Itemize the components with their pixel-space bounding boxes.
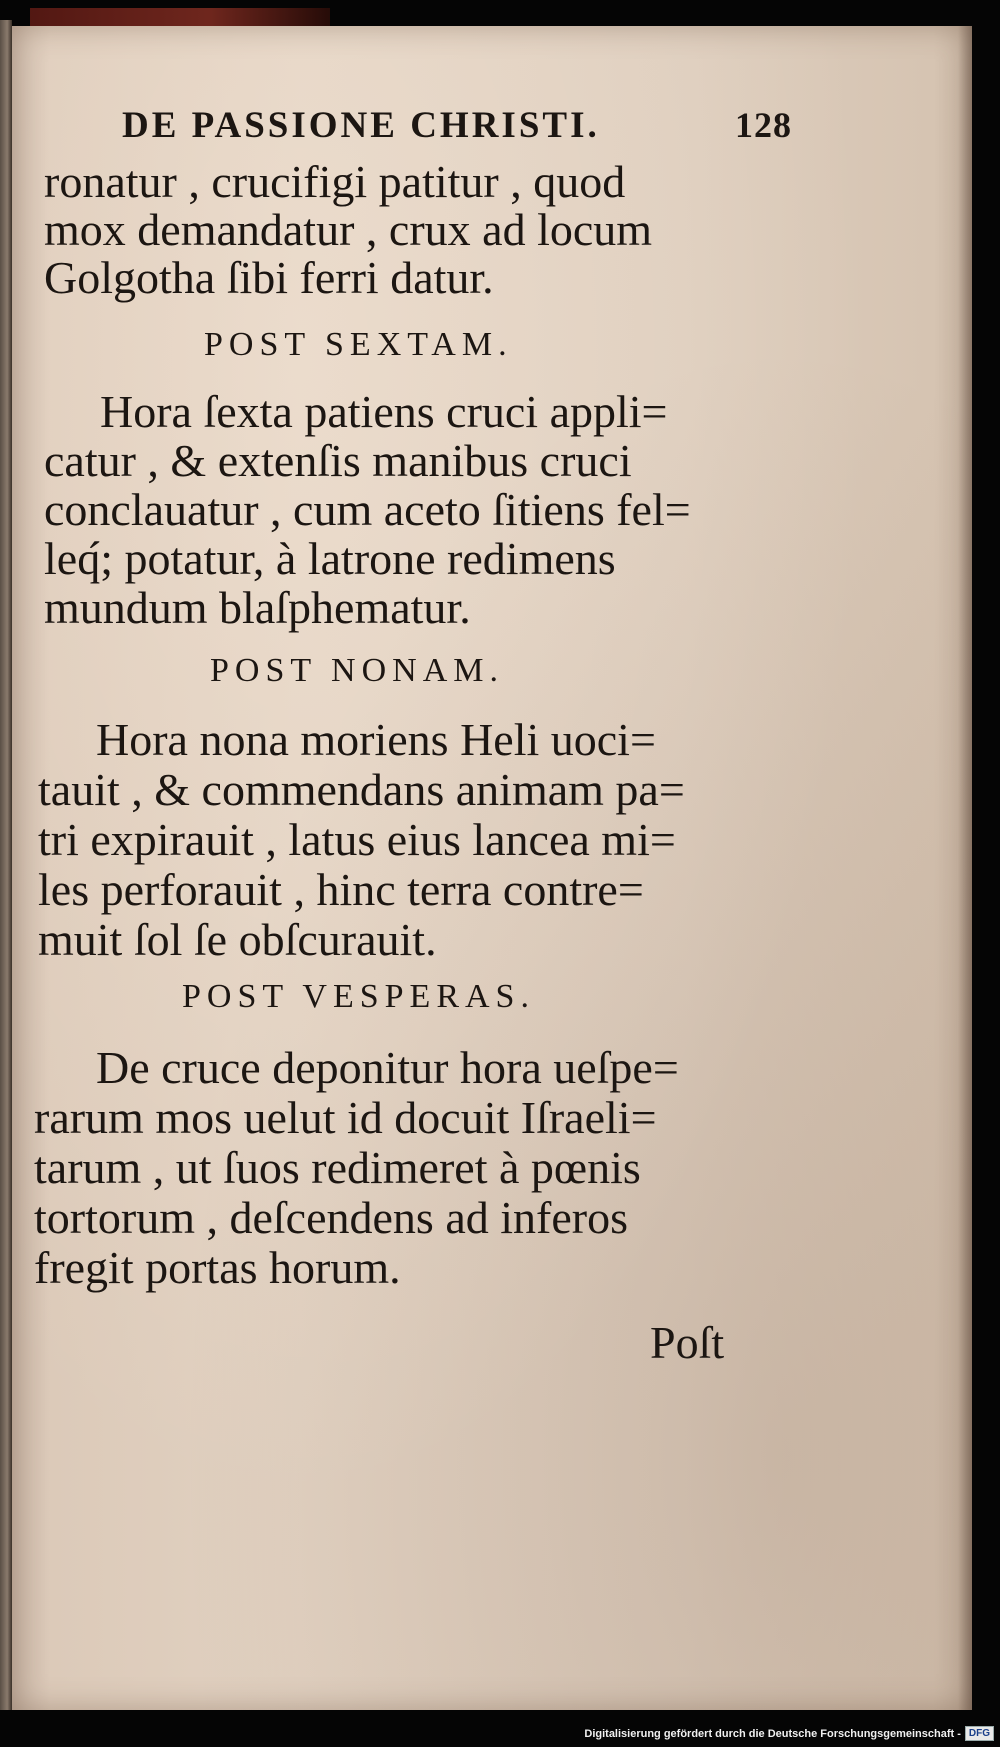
section-heading: POST NONAM. xyxy=(210,652,504,689)
text-line: catur , & extenſis manibus cruci xyxy=(44,435,632,486)
text-line: tarum , ut ſuos redimeret à pœnis xyxy=(34,1142,641,1193)
section-heading: POST SEXTAM. xyxy=(204,326,513,363)
adjacent-page-edge xyxy=(0,20,12,1710)
book-page xyxy=(12,26,972,1710)
running-head-title: DE PASSIONE CHRISTI. xyxy=(122,105,600,146)
page-shadow xyxy=(958,26,972,1710)
text-line: mox demandatur , crux ad locum xyxy=(44,204,653,255)
text-line: De cruce deponitur hora ueſpe= xyxy=(96,1042,679,1093)
credit-text: Digitalisierung gefördert durch die Deutsche Forschungsgemeinschaft - xyxy=(584,1727,961,1740)
text-line: conclauatur , cum aceto ſitiens fel= xyxy=(44,484,691,535)
page-number: 128 xyxy=(735,105,792,145)
text-line: muit ſol ſe obſcurauit. xyxy=(38,914,437,965)
dfg-logo: DFG xyxy=(965,1726,994,1741)
catchword: Poſt xyxy=(650,1317,725,1368)
text-line: Golgotha ſibi ferri datur. xyxy=(44,252,494,303)
text-line: Hora ſexta patiens cruci appli= xyxy=(100,386,668,437)
running-head xyxy=(122,104,792,147)
digitization-credit xyxy=(584,1726,994,1741)
section-heading: POST VESPERAS. xyxy=(182,978,535,1015)
text-line: tauit , & commendans animam pa= xyxy=(38,764,685,815)
text-line: rarum mos uelut id docuit Iſraeli= xyxy=(34,1092,657,1143)
text-line: ronatur , crucifigi patitur , quod xyxy=(44,156,626,207)
text-line: les perforauit , hinc terra contre= xyxy=(38,864,644,915)
text-line: tortorum , deſcendens ad inferos xyxy=(34,1192,628,1243)
text-line: mundum blaſphematur. xyxy=(44,582,471,633)
text-line: tri expirauit , latus eius lancea mi= xyxy=(38,814,676,865)
text-line: fregit portas horum. xyxy=(34,1242,401,1293)
text-line: Hora nona moriens Heli uoci= xyxy=(96,714,656,765)
text-line: leq́; potatur, à latrone redimens xyxy=(44,533,616,584)
binding-edge xyxy=(30,8,330,28)
